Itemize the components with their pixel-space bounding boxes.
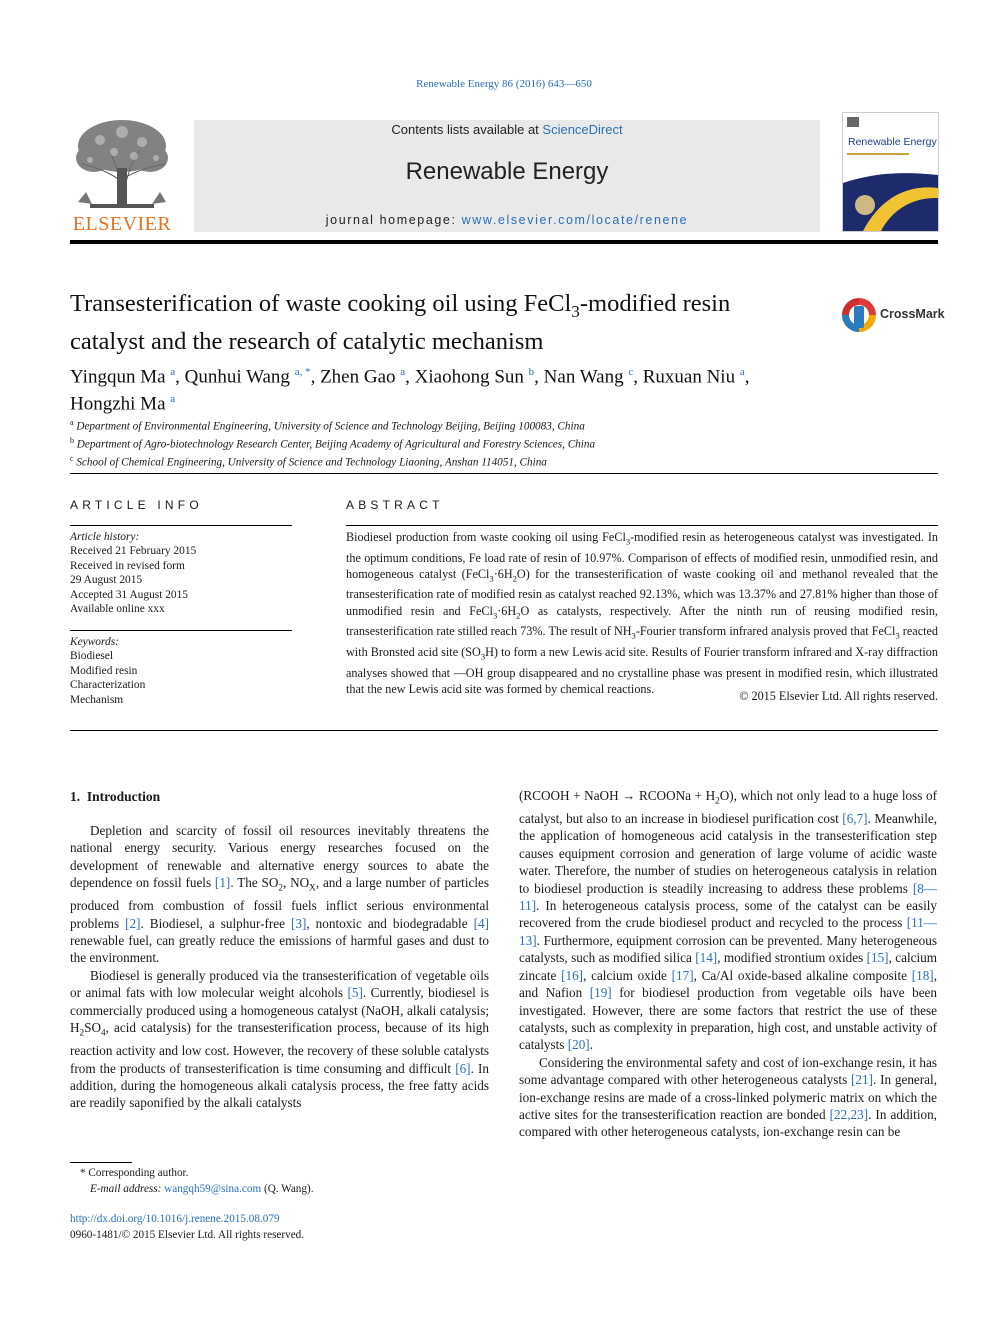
body-paragraph [519,787,937,1054]
citation-link[interactable]: [15] [866,950,889,966]
subscript: 2 [512,573,517,584]
homepage-link[interactable]: www.elsevier.com/locate/renene [461,213,689,227]
article-info-heading: ARTICLE INFO [70,498,203,512]
journal-masthead [194,120,820,232]
text-run: O as catalysts, respectively. After the ninth run of reusing modified resin, transesterification rate stilled reach 73%. The result of NH [346,603,938,639]
citation-link[interactable]: [16] [561,967,584,983]
title-line2: catalyst and the research of catalytic mechanism [70,327,544,355]
subscript: 2 [79,1027,85,1038]
keywords-label: Keywords: [70,636,119,648]
header-rule [70,240,938,244]
author-separator: , [633,366,643,388]
subscript: 2 [278,882,283,893]
subscript: 3 [480,651,486,662]
text-run: . Meanwhile, the application of homogeneous acid catalysis in the transesterification step causes equipment corrosion and generation of large volume of acidic waste water. Therefore, the number of studies on heterogeneous catalysis in relation to biodiesel production is steadily increasing to address these problems [519,811,938,896]
subscript: 2 [516,610,521,621]
email-label: E-mail address: [90,1182,162,1195]
history-entry: 29 August 2015 [70,574,143,587]
title-subscript: 3 [571,301,580,321]
abstract-rule [346,525,938,526]
author-name[interactable]: Yingqun Ma [70,366,166,388]
citation-link[interactable]: [11—13] [519,915,937,948]
author-affiliation-mark[interactable]: a [400,366,406,378]
cover-title: Renewable Energy [848,136,937,148]
text-run: ·6H [497,603,517,618]
affiliation-key: b [70,436,74,446]
citation-link[interactable]: [20] [567,1037,590,1053]
text-run: , calcium oxide [583,967,672,983]
author-name[interactable]: Ruxuan Niu [642,366,736,388]
text-run: . In addition, during the homogeneous alkali catalysis process, the free fatty acids are readily saponified by the alkali catalysts [70,1060,489,1111]
author-name[interactable]: Hongzhi Ma [70,393,166,415]
text-run: , and Nafion [519,967,937,1001]
publisher-logo-text: ELSEVIER [72,213,172,235]
article-history [70,530,292,616]
corresponding-author-footnote [70,1166,489,1197]
journal-homepage-line [194,213,820,227]
journal-cover-thumbnail[interactable] [842,112,939,232]
abstract-body [346,529,938,697]
author-affiliation-mark[interactable]: a [739,366,745,378]
text-run: Biodiesel production from waste cooking oil using FeCl [346,530,626,544]
subscript: 3 [489,573,494,584]
affiliation [70,416,938,434]
cover-artwork [843,113,938,231]
email-link[interactable]: wangqh59@sina.com [164,1182,262,1195]
text-run: , modified strontium oxides [717,950,867,966]
history-entry: Received in revised form [70,559,185,572]
keywords [70,635,292,707]
issn-line: 0960-1481/© 2015 Elsevier Ltd. All rights reserved. [70,1229,305,1241]
author-name[interactable]: Zhen Gao [320,366,396,388]
affiliation-list [70,416,938,471]
text-run: Considering the environmental safety and cost of ion-exchange resin, it has some advantage compared with other heterogeneous catalysts [519,1054,937,1088]
author-separator: , [175,366,185,388]
author-affiliation-mark[interactable]: b [528,366,535,378]
affiliation-key: c [70,454,74,464]
keyword: Biodiesel [70,650,114,663]
citation-link[interactable]: [8—11] [519,880,937,914]
citation-link[interactable]: [19] [589,985,612,1001]
homepage-prefix: journal homepage: [325,213,462,227]
author-affiliation-mark[interactable]: a, * [294,366,311,378]
doi-link[interactable]: http://dx.doi.org/10.1016/j.renene.2015.08.079 [70,1213,280,1225]
text-run: . Biodiesel, a sulphur-free [140,915,291,931]
author-affiliation-mark[interactable]: a [170,366,176,378]
citation-link[interactable]: [4] [473,915,489,931]
footnote-rule [70,1162,132,1163]
citation-link[interactable]: [3] [290,915,307,931]
text-run: O) for the transesterification of waste cooking oil and methanol revealed that the transesterification rate of modified resin as catalyst reached 92.13%, which was 13.37% and 27.81% higher than those of unmodified resin and FeCl [346,566,938,618]
author-separator: , [744,366,750,388]
body-column-right [519,787,937,1141]
keyword: Characterization [70,679,146,692]
text-run: Depletion and scarcity of fossil oil resources inevitably threatens the national energy security. Various energy researches focused on the development of renewable and alternative energy sources to abate the dependence on fossil fuels [70,823,489,891]
section-heading [70,789,160,805]
text-run: , calcium zincate [519,950,937,983]
affiliation-text: School of Chemical Engineering, University of Science and Technology Liaoning, Anshan 114051, China [76,457,547,470]
citation-link[interactable]: [1] [214,875,231,891]
article-info-rule [70,525,292,526]
text-run: , acid catalysis) for the transesterification process, because of its high reaction activity and low cost. However, the recovery of these soluble catalysts from the products of transesterification is time consuming and difficult [70,1020,489,1076]
section-number: 1. [70,789,81,804]
body-column-left [70,822,489,1112]
citation-link[interactable]: [18] [911,967,934,983]
citation-link[interactable]: [14] [695,950,718,966]
text-run: . Furthermore, equipment corrosion can be prevented. Many heterogeneous catalysts, such as modified silica [519,932,937,966]
crossmark-icon [841,296,877,334]
footnote-star: * [80,1167,86,1179]
author-affiliation-mark[interactable]: c [628,366,634,378]
crossmark-badge[interactable] [841,296,945,336]
text-run: (RCOOH + NaOH → RCOONa + H [519,788,716,803]
corresponding-label: Corresponding author. [88,1167,189,1179]
keyword: Mechanism [70,693,124,706]
body-paragraph [70,967,489,1112]
affiliation-text: Department of Agro-biotechnology Research Center, Beijing Academy of Agricultural and Forestry Sciences, China [76,438,596,451]
journal-title: Renewable Energy [405,158,609,185]
author-affiliation-mark[interactable]: a [170,393,176,406]
body-paragraph [70,822,489,967]
text-run: , NO [283,875,310,891]
abstract-copyright: © 2015 Elsevier Ltd. All rights reserved. [739,689,938,703]
title-line1-part-b: -modified resin [579,290,731,317]
text-run: O), which not only lead to a huge loss of catalyst, but also to an increase in biodiesel purification cost [519,788,937,827]
subscript: X [309,882,316,893]
text-run: SO [84,1020,102,1036]
subscript: 3 [625,536,631,547]
contents-available-line [194,122,820,137]
history-entry: Available online xxx [70,603,165,616]
text-run: -Fourier transform infrared analysis proved that FeCl [635,624,896,639]
author-name[interactable]: Nan Wang [543,366,624,388]
text-run: H) to form a new Lewis acid site. Results of Fourier transform infrared and X-ray diffraction analyses showed that —OH group disappeared and no crystalline phase was present in modified resin, which illustrated that the new Lewis acid site was formed by chemical reactions. [346,644,938,696]
affiliation [70,434,938,452]
text-run: . In general, ion-exchange resins are made of a cross-linked polymeric matrix on which the active sites for the transesterification reaction are bonded [519,1072,937,1122]
section-title: Introduction [86,789,161,804]
text-run: -modified resin as heterogeneous catalyst was investigated. In the optimum conditions, Fe load rate of resin of 10.97%. Comparison of effects of modified resin, unmodified resin, and homogeneous catalyst (FeCl [346,530,938,581]
sciencedirect-link[interactable]: ScienceDirect [542,122,623,137]
citation-link[interactable]: [2] [125,915,141,931]
author-list [70,361,930,416]
text-run: renewable fuel, can greatly reduce the emissions of harmful gases and dust to the environment. [70,933,489,966]
keyword: Modified resin [70,664,138,677]
text-run: , Ca/Al oxide-based alkaline composite [693,967,912,983]
history-label: Article history: [70,531,140,543]
citation-link[interactable]: [6,7] [842,811,868,827]
text-run: . [589,1037,593,1053]
author-name[interactable]: Qunhui Wang [184,366,290,388]
text-run: . In addition, compared with other heterogeneous catalysts, ion-exchange resin can be [519,1106,937,1140]
abstract-heading: ABSTRACT [346,498,444,512]
author-separator: , [405,366,415,388]
section-rule [70,473,938,474]
subscript: 4 [101,1027,106,1038]
author-separator: , [310,366,321,388]
citation-link[interactable]: [6] [455,1060,471,1076]
section-rule [70,730,938,731]
subscript: 2 [715,795,720,806]
keywords-rule [70,630,292,631]
text-run: . The SO [230,875,279,891]
author-name[interactable]: Xiaohong Sun [414,366,524,388]
text-run: reacted with Bronsted acid site (SO [346,624,938,659]
text-run: ·6H [493,566,513,581]
subscript: 3 [492,610,498,621]
doi-block [70,1211,489,1243]
citation-link[interactable]: [21] [851,1072,873,1088]
article-title [70,289,810,357]
citation-link[interactable]: [17] [671,967,694,983]
crossmark-label: CrossMark [880,307,945,321]
affiliation-text: Department of Environmental Engineering, University of Science and Technology Beijing, Beijing 100083, China [76,420,585,433]
text-run: for biodiesel production from vegetable oils have been investigated. However, there are some factors that restrict the use of these catalysts, such as complexity in preparation, high cost, and unstable activity of catalysts [519,985,937,1053]
affiliation-key: a [70,418,74,427]
contents-prefix: Contents lists available at [391,122,543,137]
history-entry: Received 21 February 2015 [70,545,197,558]
text-run: , nontoxic and biodegradable [306,915,474,931]
journal-reference[interactable]: Renewable Energy 86 (2016) 643—650 [416,78,592,90]
author-separator: , [534,366,544,388]
text-run: , and a large number of particles produced from combustion of fossil fuels inflict serious environmental problems [70,875,490,931]
citation-link[interactable]: [5] [347,985,363,1001]
text-run: Biodiesel is generally produced via the transesterification of vegetable oils or animal fats with low molecular weight alcohols [70,967,489,1001]
subscript: 3 [895,630,900,641]
body-paragraph [519,1054,937,1141]
affiliation [70,452,938,470]
text-run: . In heterogeneous catalysis process, some of the catalyst can be easily recovered from the crude biodiesel product and recycled to the process [519,898,937,931]
title-line1-part-a: Transesterification of waste cooking oil using FeCl [70,290,572,317]
history-entry: Accepted 31 August 2015 [70,588,188,601]
citation-link[interactable]: [22,23] [829,1106,869,1122]
subscript: 3 [631,630,636,641]
email-suffix: (Q. Wang). [261,1182,314,1195]
text-run: . Currently, biodiesel is commercially produced using a homogeneous catalyst (NaOH, alkali catalysis; H [70,985,489,1036]
